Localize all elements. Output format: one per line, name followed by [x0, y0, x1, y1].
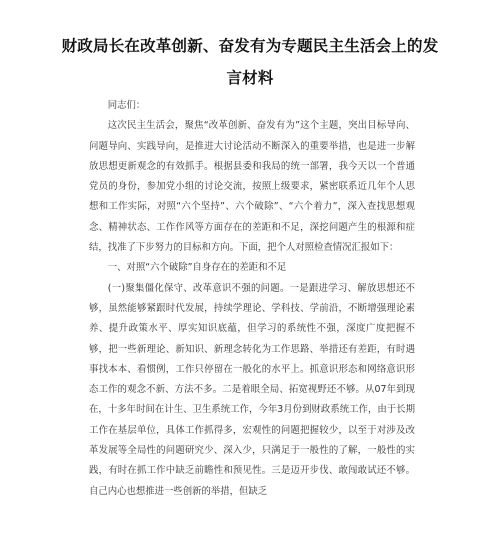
document-body — [89, 96, 415, 502]
intro-paragraph: 这次民主生活会，聚焦“改革创新、奋发有为”这个主题，突出目标导向、问题导向、实践导向，是推进大讨论活动不断深入的重要举措，也是进一步解放思想更新观念的有效抓手。根据县委和我局的统一部署，我今天以一个普通党员的身份，参加党小组的讨论交流，按照上级要求，紧密联系近几年个人思想和工作实际，对照“六个坚持”、六个破除”、“六个着力”，深入查找思想观念、精神状态、工作作风等方面存在的差距和不足，深挖问题产生的根源和症结，找准了下步努力的目标和方向。下面，把个人对照检查情况汇报如下： — [89, 120, 415, 254]
section-heading: 一、对照“六个破除”自身存在的差距和不足 — [107, 262, 287, 274]
document-title: 财政局长在改革创新、奋发有为专题民主生活会上的发言材料 — [61, 37, 439, 87]
body-paragraph: (一)聚集僵化保守、改革意识不强的问题。一是跟进学习、解放思想还不够，虽然能够紧跟时代发展，持续学理论、学科技、学前沿，不断增强理论素养、提升政策水平、厚实知识底蕴，但学习的系统性不强，深度广度把握不够，把一些新理论、新知识、新理念转化为工作思路、举措还有差距，有时遇事找本本、看惯例，工作只停留在一般化的水平上。抓意识形态和网络意识形态工作的观念不新、方法不多。二是着眼全局、拓宽视野还不够。从07年到现在，十多年时间在计生、卫生系统工作，今年3月份到财政系统工作，由于长期工作在基层单位，具体工作抓得多，宏观性的问题把握较少，以至于对涉及改革发展等全局性的问题研究少、深入少，只满足于一般性的了解，一般性的实践，有时在抓工作中缺乏前瞻性和预见性。三是迈开步伐、敢闯敢试还不够。自己内心也想推进一些创新的举措，但缺乏 — [89, 282, 415, 497]
greeting: 同志们： — [107, 100, 146, 111]
